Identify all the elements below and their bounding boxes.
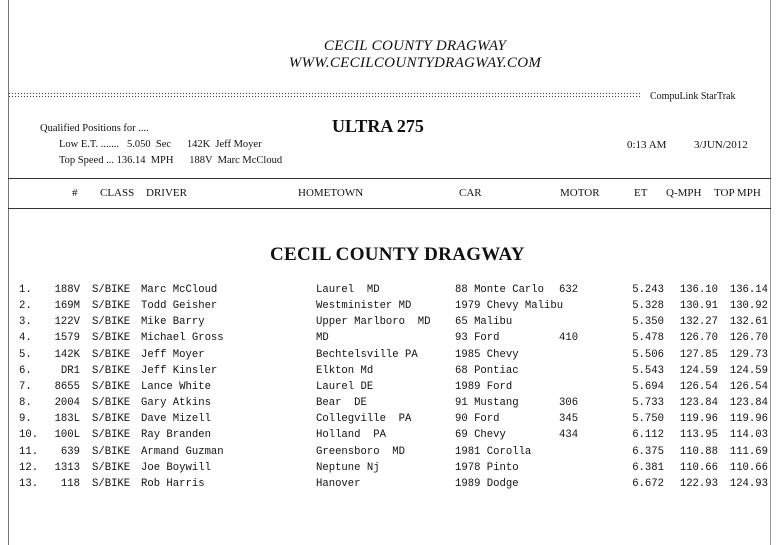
row-qmph: 113.95: [679, 429, 718, 442]
report-date: 3/JUN/2012: [694, 139, 748, 151]
row-et: 5.243: [632, 284, 664, 296]
col-header-top-mph: TOP MPH: [714, 187, 761, 199]
col-header-motor: MOTOR: [560, 187, 600, 199]
row-et: 6.381: [632, 461, 664, 474]
col-header-hometown: HOMETOWN: [298, 187, 364, 199]
col-header-et: ET: [634, 187, 648, 199]
row-motor: 345: [559, 413, 579, 426]
row-qmph: 119.96: [679, 413, 718, 426]
row-et: 5.328: [632, 300, 664, 313]
row-top-mph: 123.84: [729, 397, 768, 410]
row-position: 13.: [19, 477, 39, 490]
row-driver: Gary Atkins: [141, 397, 211, 410]
row-position: 2.: [19, 300, 32, 313]
row-driver: Rob Harris: [141, 477, 205, 490]
row-hometown: Bechtelsville PA: [316, 348, 418, 361]
col-header-class: CLASS: [100, 187, 135, 199]
row-qmph: 122.93: [679, 477, 718, 490]
left-border: [8, 0, 9, 545]
row-hometown: Hanover: [316, 477, 361, 490]
class-title: ULTRA 275: [332, 116, 424, 136]
row-driver: Lance White: [141, 380, 211, 393]
col-header-car: CAR: [459, 187, 482, 199]
row-hometown: MD: [316, 332, 329, 345]
row-car-number: DR1: [60, 364, 80, 377]
row-driver: Ray Branden: [141, 429, 211, 442]
section-title: CECIL COUNTY DRAGWAY: [270, 244, 525, 265]
row-qmph: 124.59: [679, 364, 718, 377]
row-motor: 434: [559, 429, 579, 442]
row-class: S/BIKE: [92, 413, 131, 426]
system-label: CompuLink StarTrak: [650, 91, 736, 102]
col-header-qmph: Q-MPH: [666, 187, 702, 199]
row-car-number: 100L: [54, 429, 80, 442]
header-url: WWW.CECILCOUNTYDRAGWAY.COM: [288, 55, 542, 71]
row-class: S/BIKE: [92, 316, 131, 329]
row-top-mph: 110.66: [729, 461, 768, 474]
row-car-number: 118: [60, 477, 80, 490]
col-header-num: #: [72, 187, 78, 199]
row-qmph: 136.10: [679, 284, 718, 296]
row-top-mph: 126.54: [729, 380, 768, 393]
row-motor: 410: [559, 332, 579, 345]
row-position: 12.: [19, 461, 39, 474]
row-position: 6.: [19, 364, 32, 377]
row-class: S/BIKE: [92, 284, 131, 296]
top-speed-line: Top Speed ... 136.14 MPH 188V Marc McCloud: [59, 155, 283, 166]
row-position: 4.: [19, 332, 32, 345]
row-car: 1979 Chevy Malibu: [455, 300, 564, 313]
row-class: S/BIKE: [92, 461, 131, 474]
row-et: 6.672: [632, 477, 664, 490]
row-class: S/BIKE: [92, 477, 131, 490]
row-driver: Joe Boywill: [141, 461, 211, 474]
report-time: 0:13 AM: [627, 139, 667, 151]
row-hometown: Upper Marlboro MD: [316, 316, 431, 329]
row-hometown: Bear DE: [316, 397, 367, 410]
row-et: 5.350: [632, 316, 664, 329]
row-car-number: 1579: [54, 332, 80, 345]
row-position: 5.: [19, 348, 32, 361]
row-et: 5.733: [632, 397, 664, 410]
row-car: 1989 Dodge: [455, 477, 519, 490]
row-car-number: 142K: [54, 348, 80, 361]
row-top-mph: 119.96: [729, 413, 768, 426]
row-car: 68 Pontiac: [455, 364, 519, 377]
row-position: 10.: [19, 429, 39, 442]
row-motor: 306: [559, 397, 579, 410]
row-top-mph: 114.03: [729, 429, 768, 442]
row-car-number: 2004: [54, 397, 80, 410]
row-car-number: 188V: [54, 284, 80, 296]
row-car-number: 169M: [54, 300, 80, 313]
row-qmph: 110.66: [679, 461, 718, 474]
row-driver: Michael Gross: [141, 332, 224, 345]
row-qmph: 130.91: [679, 300, 718, 313]
row-qmph: 123.84: [679, 397, 718, 410]
row-class: S/BIKE: [92, 348, 131, 361]
row-qmph: 126.54: [679, 380, 718, 393]
header-top-rule: [8, 178, 771, 179]
row-hometown: Elkton Md: [316, 364, 374, 377]
row-car: 1978 Pinto: [455, 461, 519, 474]
row-car-number: 8655: [54, 380, 80, 393]
row-car: 1989 Ford: [455, 380, 513, 393]
row-driver: Armand Guzman: [141, 445, 224, 458]
row-class: S/BIKE: [92, 380, 131, 393]
row-driver: Todd Geisher: [141, 300, 218, 313]
row-hometown: Laurel MD: [316, 284, 380, 296]
row-car: 91 Mustang: [455, 397, 519, 410]
row-class: S/BIKE: [92, 300, 131, 313]
row-car: 88 Monte Carlo: [455, 284, 545, 296]
right-border: [770, 0, 771, 545]
row-hometown: Neptune Nj: [316, 461, 380, 474]
row-top-mph: 132.61: [729, 316, 768, 329]
row-driver: Mike Barry: [141, 316, 205, 329]
header-track-name: CECIL COUNTY DRAGWAY: [323, 38, 507, 54]
row-top-mph: 136.14: [729, 284, 768, 296]
row-top-mph: 126.70: [729, 332, 768, 345]
row-position: 11.: [19, 445, 39, 458]
qualified-label: Qualified Positions for ....: [40, 123, 149, 134]
row-hometown: Greensboro MD: [316, 445, 406, 458]
row-hometown: Collegville PA: [316, 413, 412, 426]
row-car: 90 Ford: [455, 413, 500, 426]
row-et: 5.478: [632, 332, 664, 345]
row-class: S/BIKE: [92, 397, 131, 410]
dotted-separator: [8, 92, 641, 99]
row-class: S/BIKE: [92, 429, 131, 442]
row-position: 1.: [19, 284, 32, 296]
row-top-mph: 111.69: [729, 445, 768, 458]
row-top-mph: 124.93: [729, 477, 768, 490]
row-et: 5.750: [632, 413, 664, 426]
row-hometown: Laurel DE: [316, 380, 374, 393]
row-class: S/BIKE: [92, 332, 131, 345]
row-top-mph: 130.92: [729, 300, 768, 313]
row-car-number: 1313: [54, 461, 80, 474]
row-car: 69 Chevy: [455, 429, 506, 442]
low-et-line: Low E.T. ....... 5.050 Sec 142K Jeff Moyer: [59, 139, 262, 150]
row-qmph: 127.85: [679, 348, 718, 361]
row-position: 7.: [19, 380, 32, 393]
row-et: 5.543: [632, 364, 664, 377]
col-header-driver: DRIVER: [146, 187, 187, 199]
row-qmph: 110.88: [679, 445, 718, 458]
row-driver: Jeff Kinsler: [141, 364, 218, 377]
row-car: 65 Malibu: [455, 316, 513, 329]
row-hometown: Westminister MD: [316, 300, 412, 313]
row-car-number: 183L: [54, 413, 80, 426]
row-motor: 632: [559, 284, 579, 296]
row-car: 93 Ford: [455, 332, 500, 345]
row-car: 1981 Corolla: [455, 445, 532, 458]
row-et: 6.375: [632, 445, 664, 458]
row-class: S/BIKE: [92, 364, 131, 377]
row-hometown: Holland PA: [316, 429, 386, 442]
row-class: S/BIKE: [92, 445, 131, 458]
row-driver: Jeff Moyer: [141, 348, 205, 361]
header-bottom-rule: [8, 208, 771, 209]
row-position: 8.: [19, 397, 32, 410]
row-top-mph: 124.59: [729, 364, 768, 377]
row-et: 6.112: [632, 429, 664, 442]
row-et: 5.506: [632, 348, 664, 361]
row-car: 1985 Chevy: [455, 348, 519, 361]
row-car-number: 639: [60, 445, 80, 458]
row-driver: Marc McCloud: [141, 284, 218, 296]
row-et: 5.694: [632, 380, 664, 393]
row-position: 9.: [19, 413, 32, 426]
row-qmph: 126.70: [679, 332, 718, 345]
row-position: 3.: [19, 316, 32, 329]
row-qmph: 132.27: [679, 316, 718, 329]
row-driver: Dave Mizell: [141, 413, 211, 426]
row-top-mph: 129.73: [729, 348, 768, 361]
row-car-number: 122V: [54, 316, 80, 329]
